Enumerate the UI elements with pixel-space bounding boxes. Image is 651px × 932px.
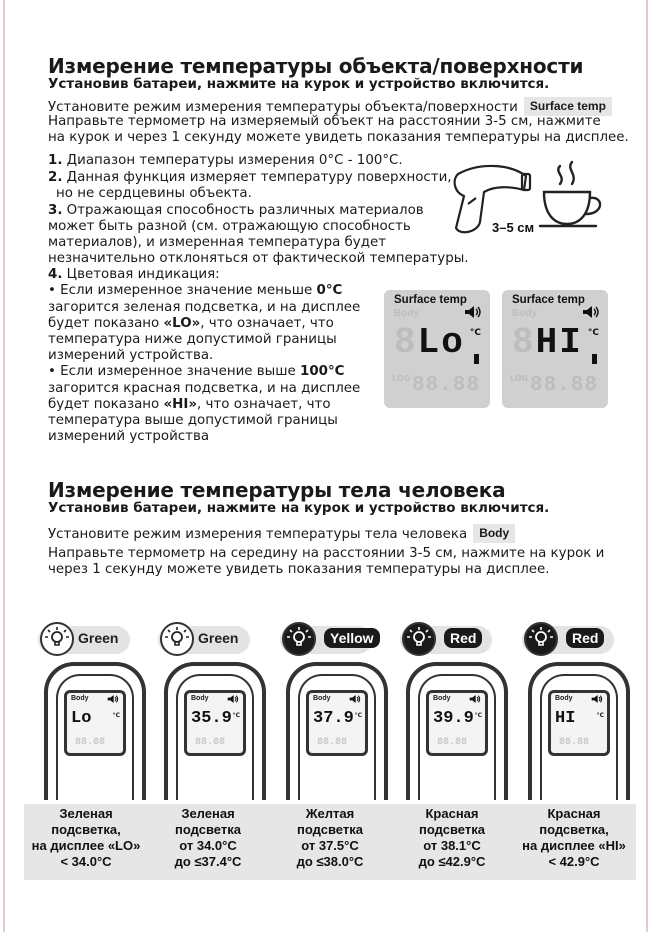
bullet-high-l3a: будет показано bbox=[48, 397, 160, 412]
speaker-icon bbox=[349, 695, 361, 703]
thermometer-screen bbox=[306, 690, 368, 756]
lcd-lo-log: LOG bbox=[392, 374, 411, 383]
page-edge-right bbox=[646, 0, 648, 932]
indicator-color-label: Yellow bbox=[324, 628, 380, 648]
speaker-icon bbox=[464, 306, 482, 318]
thermometer-indicator-3 bbox=[280, 622, 395, 800]
section1-paragraph-line3: на курок и через 1 секунду можете увидеть показания температуры на дисплее. bbox=[48, 130, 629, 145]
lcd-hi-log: LOG bbox=[510, 374, 529, 383]
lcd-lo-memory-digits: 88.88 bbox=[412, 374, 481, 397]
caption-line3: на дисплее «LO» bbox=[31, 838, 141, 853]
list-item-3 bbox=[48, 203, 424, 220]
indicator-color-label: Red bbox=[566, 628, 604, 648]
caption-line2: подсветка bbox=[297, 822, 363, 837]
bullet-low-line4: температура ниже допустимой границы bbox=[48, 332, 337, 347]
indicator-color-label: Green bbox=[198, 630, 239, 646]
bullet-low-line2: загорится зеленая подсветка, и на дисплее bbox=[48, 300, 361, 315]
lightbulb-icon bbox=[282, 622, 316, 656]
section2-subtitle: Установив батареи, нажмите на курок и устройство включится. bbox=[48, 500, 550, 516]
lcd-lo-reading: 8Lo bbox=[394, 322, 465, 363]
thermometer-screen bbox=[184, 690, 246, 756]
indicator-caption-2 bbox=[146, 804, 270, 880]
screen-mode-label: Body bbox=[433, 695, 451, 702]
lcd-panel-lo bbox=[384, 290, 490, 408]
screen-memory-digits: 88.88 bbox=[437, 737, 468, 748]
lcd-lo-mode-label: Surface temp bbox=[394, 294, 467, 306]
caption-line1: Красная bbox=[425, 806, 479, 821]
caption-line2: подсветка bbox=[419, 822, 485, 837]
battery-icon bbox=[592, 354, 597, 364]
caption-line4: < 42.9°C bbox=[548, 854, 600, 869]
thermometer-indicator-1 bbox=[38, 622, 153, 800]
screen-mode-label: Body bbox=[313, 695, 331, 702]
body-badge: Body bbox=[473, 524, 515, 543]
caption-line4: до ≤38.0°C bbox=[296, 854, 364, 869]
thermometer-indicator-2 bbox=[158, 622, 273, 800]
caption-line3: от 37.5°C bbox=[301, 838, 359, 853]
section2-paragraph-line1 bbox=[48, 524, 515, 544]
bullet-high-line2: загорится красная подсветка, и на дисплее bbox=[48, 381, 361, 396]
section1-paragraph-line2: Направьте термометр на измеряемый объект на расстоянии 3-5 см, нажмите bbox=[48, 114, 601, 129]
caption-line2: подсветка, bbox=[539, 822, 609, 837]
list-item-4 bbox=[48, 267, 220, 284]
list-item-1 bbox=[48, 153, 403, 170]
screen-unit: °C bbox=[232, 712, 240, 719]
bullet-low-l3a: будет показано bbox=[48, 316, 160, 331]
list-item-2 bbox=[48, 170, 452, 187]
screen-memory-digits: 88.88 bbox=[195, 737, 226, 748]
screen-memory-digits: 88.88 bbox=[559, 737, 590, 748]
caption-line4: до ≤37.4°C bbox=[174, 854, 242, 869]
indicator-caption-5 bbox=[512, 804, 636, 880]
lcd-lo-unit: °C bbox=[469, 328, 481, 338]
bullet-high-line1 bbox=[48, 364, 344, 381]
caption-line3: от 38.1°C bbox=[423, 838, 481, 853]
bullet-low-line1 bbox=[48, 283, 342, 300]
bullet-low-text: • Если измеренное значение меньше bbox=[48, 283, 313, 298]
bullet-high-text: • Если измеренное значение выше bbox=[48, 364, 296, 379]
bullet-high-code: «HI» bbox=[163, 397, 198, 412]
thermometer-screen bbox=[548, 690, 610, 756]
indicator-caption-4 bbox=[390, 804, 514, 880]
lcd-hi-body-ghost: Body bbox=[512, 308, 537, 319]
section2-paragraph-line3: через 1 секунду можете увидеть показания температуры на дисплее. bbox=[48, 562, 550, 577]
thermometer-cup-illustration bbox=[440, 152, 610, 244]
bullet-low-line3 bbox=[48, 316, 334, 333]
item3-line4: незначительно отклоняться от фактической температуры. bbox=[48, 251, 469, 266]
indicator-color-label: Red bbox=[444, 628, 482, 648]
speaker-icon bbox=[591, 695, 603, 703]
bullet-low-l3c: , что означает, что bbox=[200, 316, 334, 331]
lightbulb-icon bbox=[402, 622, 436, 656]
screen-memory-digits: 88.88 bbox=[75, 737, 106, 748]
section1-subtitle: Установив батареи, нажмите на курок и устройство включится. bbox=[48, 76, 550, 92]
speaker-icon bbox=[469, 695, 481, 703]
caption-line3: на дисплее «HI» bbox=[522, 838, 626, 853]
thermometer-indicator-5 bbox=[522, 622, 637, 800]
item4-text: Цветовая индикация: bbox=[66, 267, 220, 282]
caption-line1: Зеленая bbox=[181, 806, 235, 821]
caption-line1: Красная bbox=[547, 806, 601, 821]
speaker-icon bbox=[227, 695, 239, 703]
bullet-low-threshold: 0°C bbox=[316, 283, 343, 298]
lcd-hi-value: HI bbox=[535, 322, 583, 363]
bullet-high-line5: измерений устройства bbox=[48, 429, 210, 444]
page-edge-left bbox=[3, 0, 5, 932]
screen-unit: °C bbox=[474, 712, 482, 719]
item3-line1: Отражающая способность различных материалов bbox=[66, 203, 424, 218]
item2-line2: но не сердцевины объекта. bbox=[56, 186, 252, 201]
lcd-lo-body-ghost: Body bbox=[394, 308, 419, 319]
indicator-color-label: Green bbox=[78, 630, 119, 646]
item2-line1: Данная функция измеряет температуру поверхности, bbox=[66, 170, 452, 185]
lcd-hi-unit: °C bbox=[587, 328, 599, 338]
bullet-high-line3 bbox=[48, 397, 331, 414]
caption-line4: до ≤42.9°C bbox=[418, 854, 486, 869]
item2-number: 2. bbox=[48, 170, 63, 185]
bullet-low-code: «LO» bbox=[163, 316, 201, 331]
caption-line1: Зеленая bbox=[59, 806, 113, 821]
screen-mode-label: Body bbox=[191, 695, 209, 702]
screen-unit: °C bbox=[354, 712, 362, 719]
item3-line3: материалов), и измеренная температура будет bbox=[48, 235, 387, 250]
thermometer-screen bbox=[426, 690, 488, 756]
caption-line1: Желтая bbox=[305, 806, 355, 821]
bullet-high-l3c: , что означает, что bbox=[197, 397, 331, 412]
coffee-cup-icon bbox=[540, 162, 600, 226]
screen-reading: 39.9 bbox=[433, 709, 474, 728]
battery-icon bbox=[474, 354, 479, 364]
lightbulb-icon bbox=[524, 622, 558, 656]
section2-title: Измерение температуры тела человека bbox=[48, 478, 506, 502]
lightbulb-icon bbox=[40, 622, 74, 656]
thermometer-indicator-4 bbox=[400, 622, 515, 800]
item4-number: 4. bbox=[48, 267, 63, 282]
item3-number: 3. bbox=[48, 203, 63, 218]
section1-para-line1-text: Установите режим измерения температуры объекта/поверхности bbox=[48, 100, 518, 115]
screen-mode-label: Body bbox=[71, 695, 89, 702]
screen-memory-digits: 88.88 bbox=[317, 737, 348, 748]
indicator-caption-3 bbox=[268, 804, 392, 880]
caption-line2: подсветка, bbox=[51, 822, 121, 837]
speaker-icon bbox=[582, 306, 600, 318]
distance-label: 3–5 см bbox=[492, 220, 535, 235]
indicator-caption-1 bbox=[24, 804, 148, 880]
section2-paragraph-line2: Направьте термометр на середину на расстоянии 3-5 см, нажмите на курок и bbox=[48, 546, 605, 561]
speaker-icon bbox=[107, 695, 119, 703]
lcd-panel-hi bbox=[502, 290, 608, 408]
bullet-high-threshold: 100°C bbox=[300, 364, 345, 379]
screen-reading: 35.9 bbox=[191, 709, 232, 728]
item1-text: Диапазон температуры измерения 0°C - 100°C. bbox=[66, 153, 403, 168]
caption-line2: подсветка bbox=[175, 822, 241, 837]
surface-temp-badge: Surface temp bbox=[524, 97, 612, 116]
item3-line2: может быть разной (см. отражающую способность bbox=[48, 219, 411, 234]
section1-title: Измерение температуры объекта/поверхности bbox=[48, 54, 584, 78]
bullet-high-line4: температура выше допустимой границы bbox=[48, 413, 338, 428]
caption-line4: < 34.0°C bbox=[60, 854, 112, 869]
lcd-hi-memory-digits: 88.88 bbox=[530, 374, 599, 397]
screen-unit: °C bbox=[112, 712, 120, 719]
item1-number: 1. bbox=[48, 153, 63, 168]
lcd-hi-reading: 8HI bbox=[512, 322, 583, 363]
screen-reading: Lo bbox=[71, 709, 92, 728]
caption-line3: от 34.0°C bbox=[179, 838, 237, 853]
lightbulb-icon bbox=[160, 622, 194, 656]
screen-mode-label: Body bbox=[555, 695, 573, 702]
screen-reading: 37.9 bbox=[313, 709, 354, 728]
screen-unit: °C bbox=[596, 712, 604, 719]
bullet-low-line5: измерений устройства. bbox=[48, 348, 214, 363]
thermometer-screen bbox=[64, 690, 126, 756]
lcd-hi-mode-label: Surface temp bbox=[512, 294, 585, 306]
screen-reading: HI bbox=[555, 709, 576, 728]
lcd-lo-value: Lo bbox=[417, 322, 465, 363]
section2-para-line1-text: Установите режим измерения температуры тела человека bbox=[48, 527, 468, 542]
